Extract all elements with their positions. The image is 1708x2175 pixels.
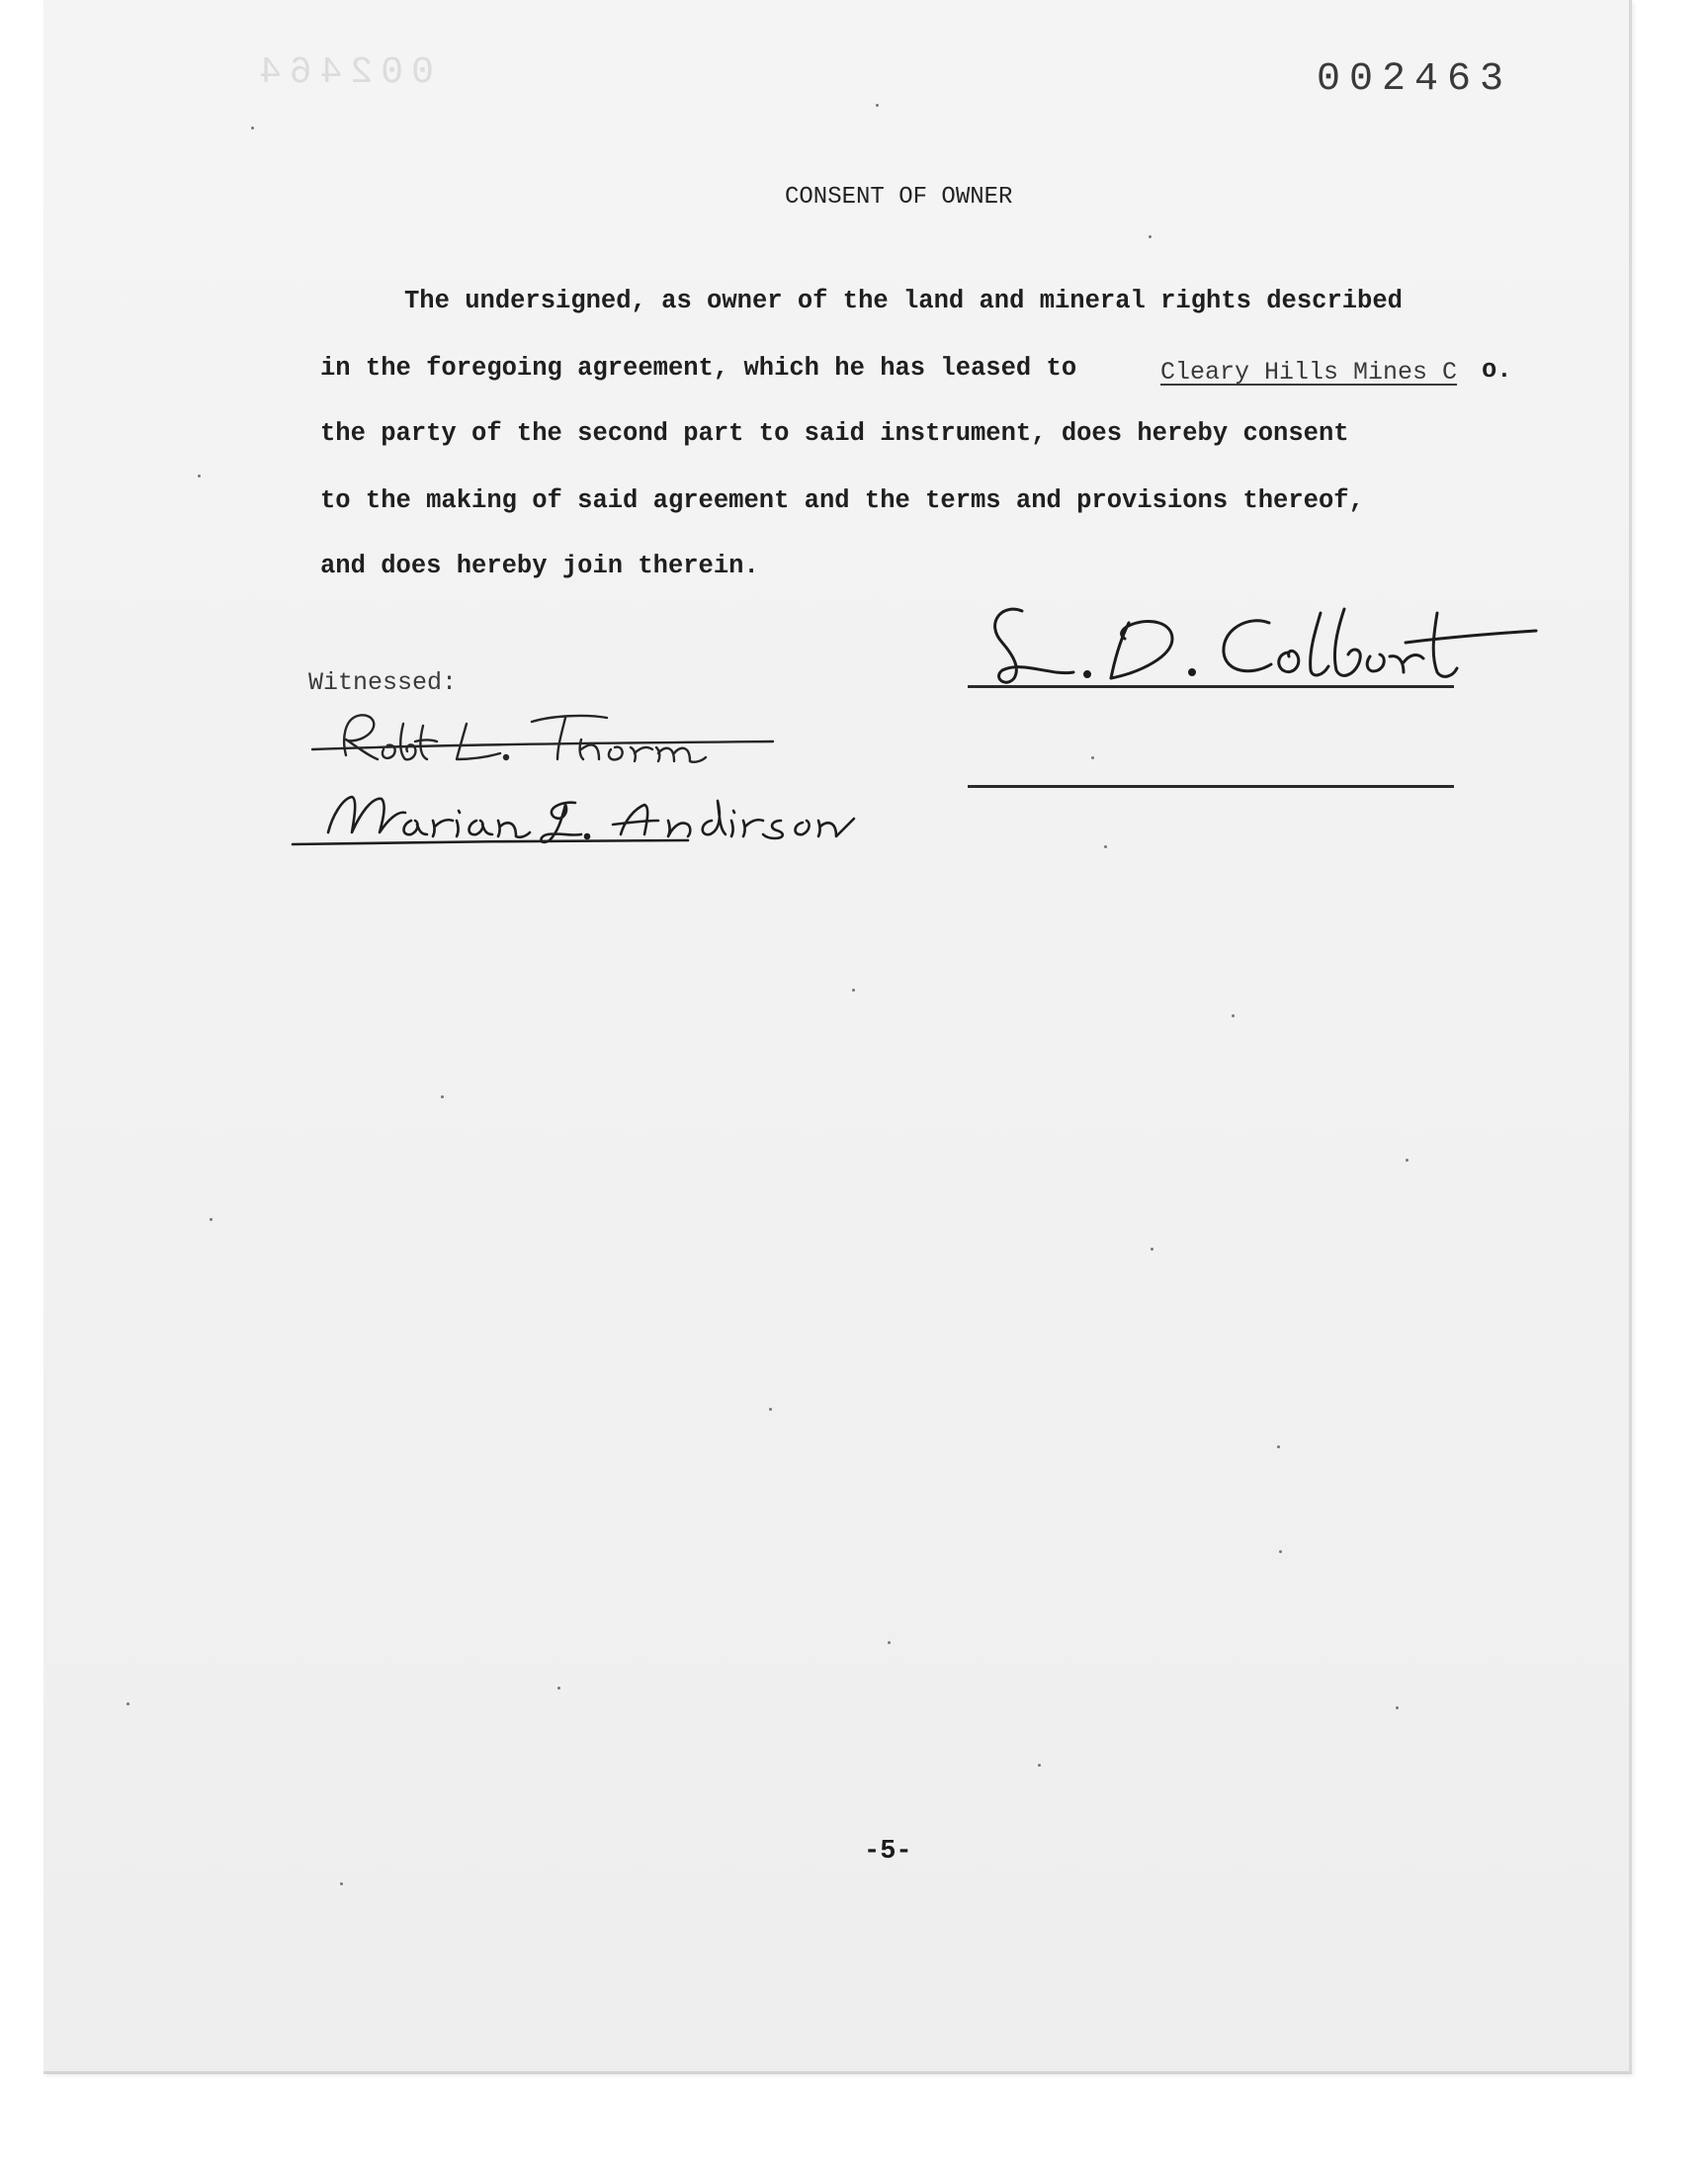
scan-speck (769, 1408, 772, 1411)
owner-signature (963, 583, 1556, 692)
scan-speck (1277, 1445, 1280, 1448)
scan-speck (1091, 756, 1094, 759)
scan-speck (340, 1882, 343, 1885)
witness-signature-2 (273, 781, 886, 860)
witnessed-label: Witnessed: (308, 668, 458, 697)
scan-speck (876, 104, 879, 107)
second-signature-line (968, 785, 1454, 788)
lessee-name: Cleary Hills Mines C (1160, 358, 1458, 387)
scan-speck (1406, 1159, 1409, 1162)
page-number: -5- (864, 1837, 912, 1867)
scan-speck (1396, 1706, 1399, 1709)
scan-speck (127, 1702, 129, 1705)
scan-speck (1151, 1248, 1153, 1251)
body-line-1: The undersigned, as owner of the land and mineral rights described (404, 287, 1403, 315)
body-line-5: and does hereby join therein. (320, 552, 759, 580)
body-line-4: to the making of said agreement and the terms and provisions thereof, (320, 486, 1364, 515)
body-line-2: in the foregoing agreement, which he has leased to (320, 354, 1077, 383)
scan-speck (1279, 1550, 1282, 1553)
scan-speck (888, 1641, 891, 1644)
document-page (43, 0, 1632, 2074)
scan-speck (441, 1095, 444, 1098)
scan-speck (198, 475, 201, 478)
document-number: 002463 (1317, 57, 1513, 102)
body-line-3: the party of the second part to said instrument, does hereby consent (320, 419, 1349, 448)
scan-speck (557, 1687, 560, 1690)
witness-signature-1 (299, 704, 793, 773)
scan-speck (852, 989, 855, 992)
scan-speck (210, 1218, 213, 1221)
page-title: CONSENT OF OWNER (785, 184, 1013, 211)
bleed-through-document-number: 002464 (251, 51, 434, 94)
scan-speck (1104, 845, 1107, 848)
scan-speck (251, 127, 254, 130)
scan-speck (1232, 1014, 1235, 1017)
owner-signature-line (968, 685, 1454, 688)
scan-speck (1149, 235, 1152, 238)
scan-speck (1038, 1764, 1041, 1767)
lessee-suffix: o. (1482, 356, 1512, 385)
